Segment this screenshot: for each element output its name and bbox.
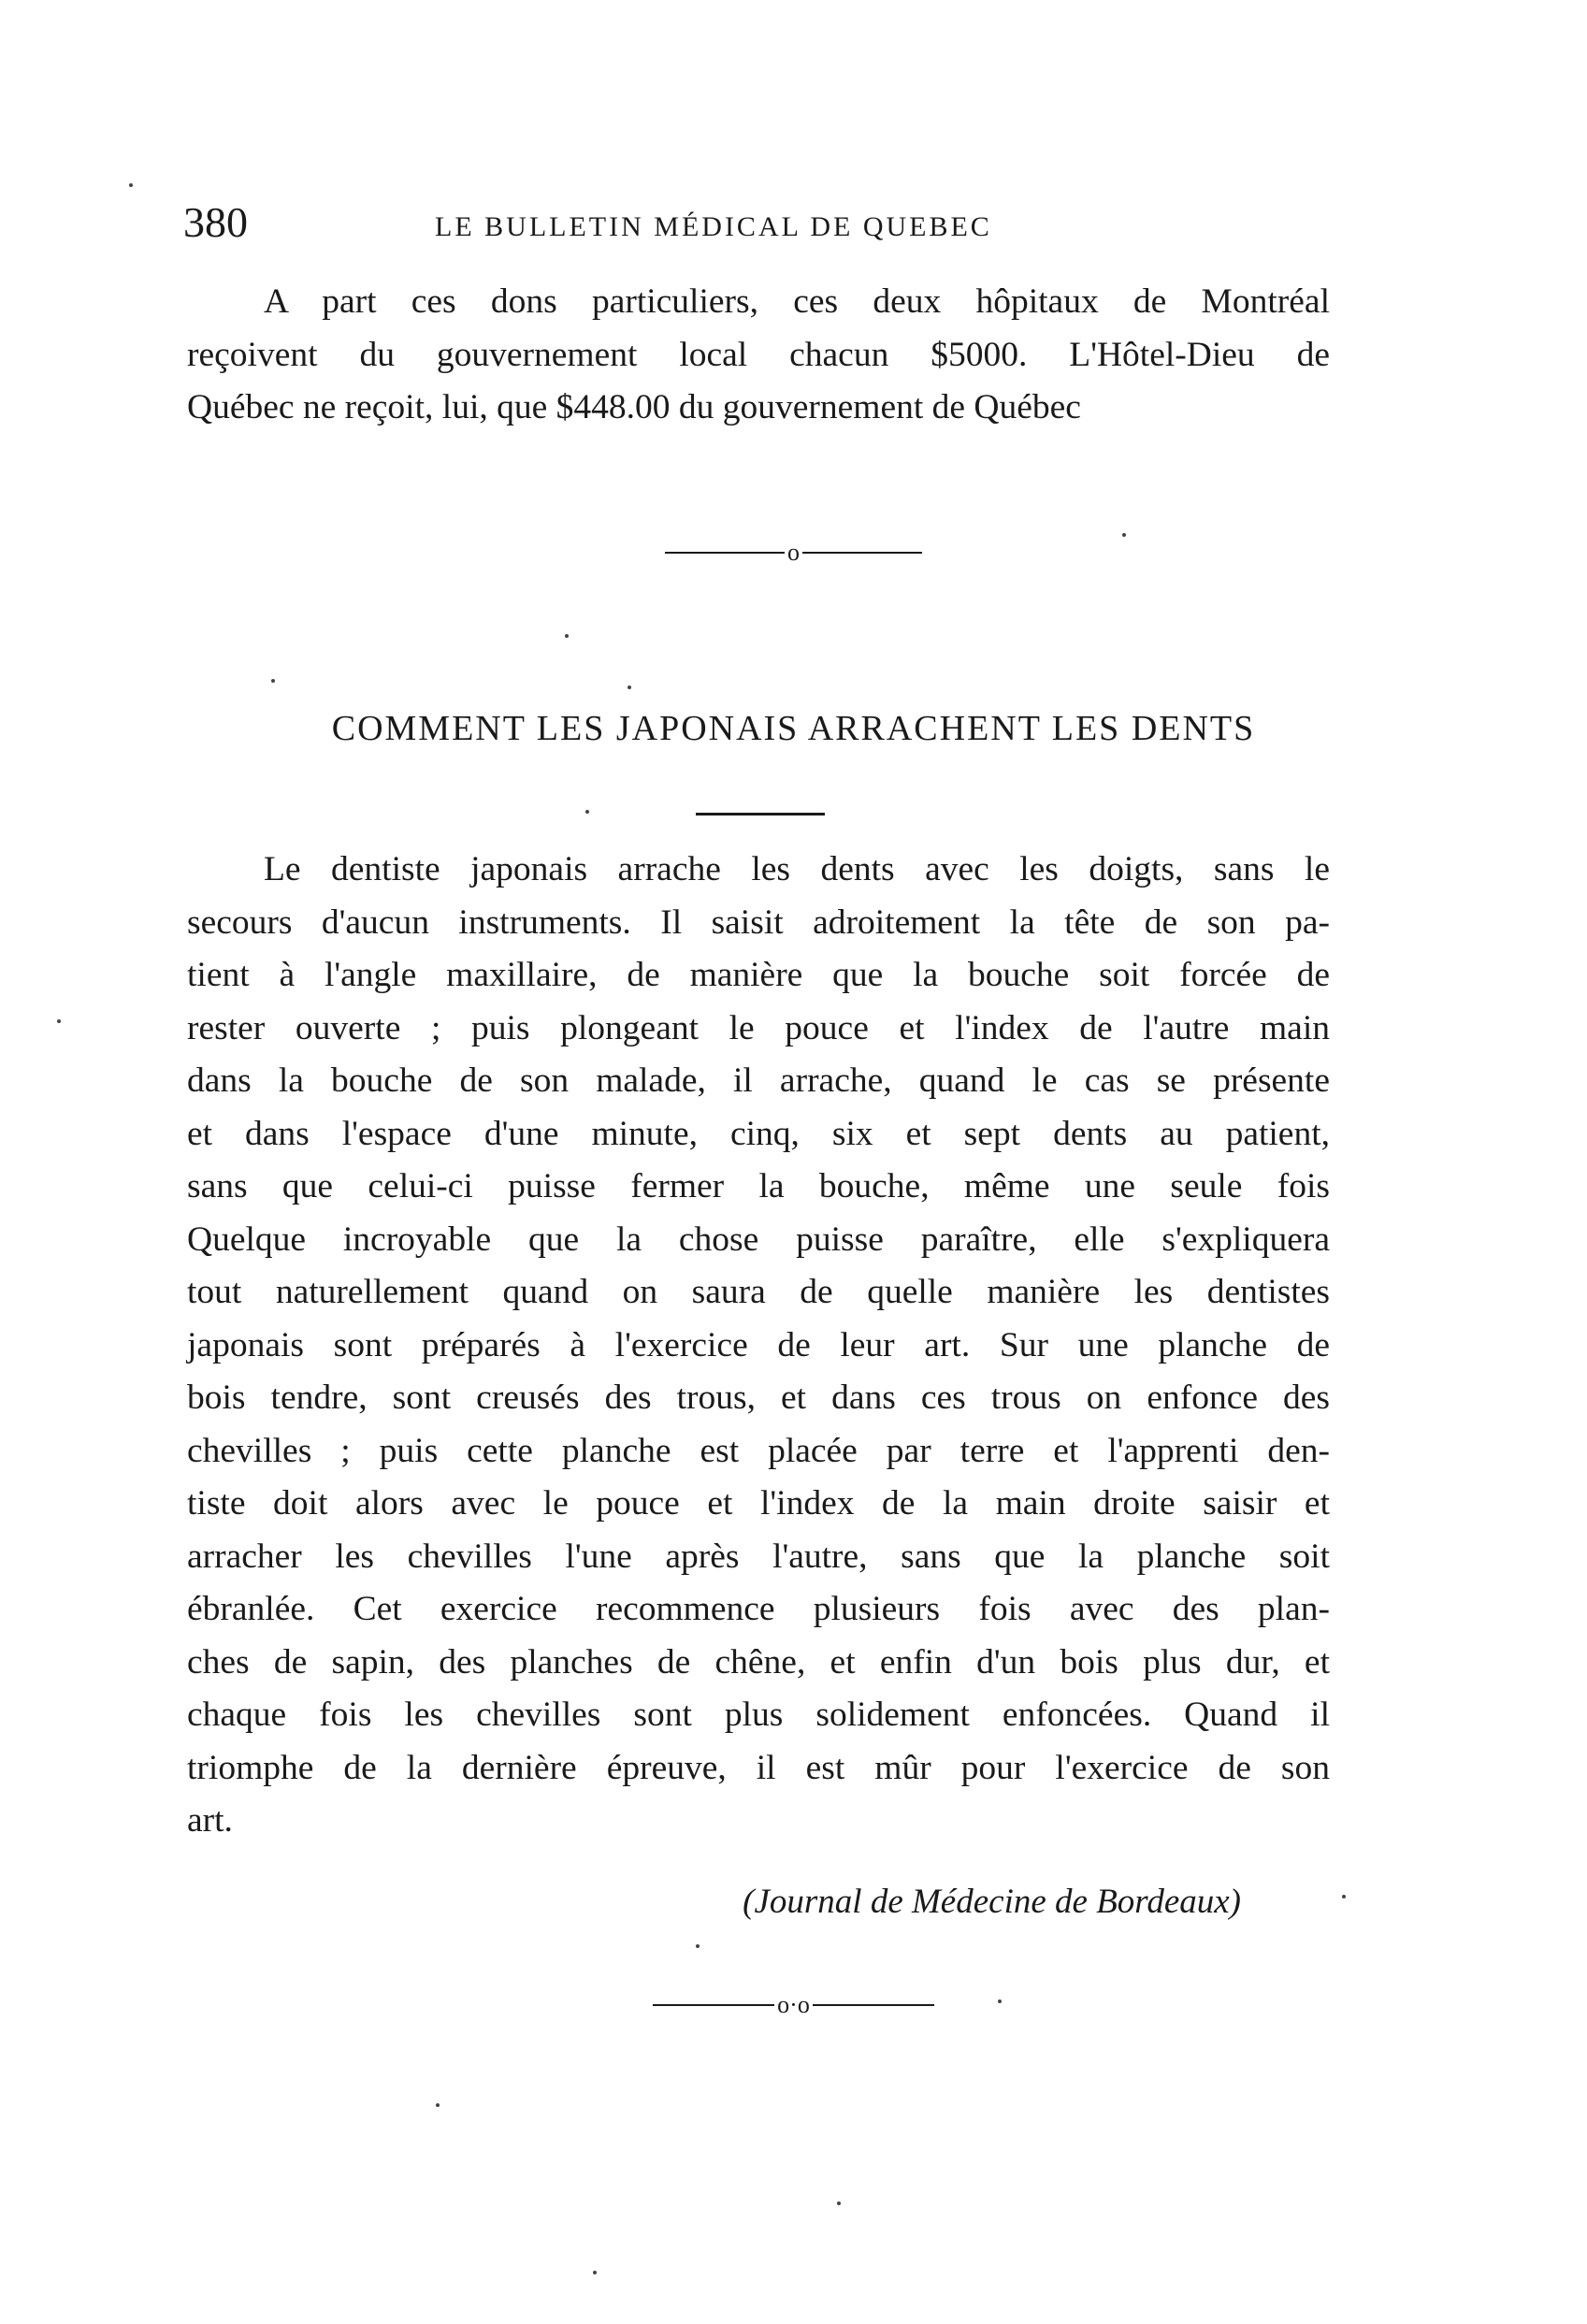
body-line: arracher les chevilles l'une après l'autre, sans que la planche soit	[187, 1537, 1330, 1576]
body-line: chevilles ; puis cette planche est placée par terre et l'apprenti den-	[187, 1431, 1330, 1470]
body-line: tiste doit alors avec le pouce et l'index de la main droite saisir et	[187, 1484, 1330, 1523]
body-line: Le dentiste japonais arrache les dents avec les doigts, sans le	[264, 850, 1330, 888]
scan-speck	[837, 2201, 841, 2205]
separator-ornament: o	[787, 539, 800, 566]
end-separator	[0, 1993, 1587, 2017]
intro-line: reçoivent du gouvernement local chacun $5000. L'Hôtel-Dieu de	[187, 335, 1330, 374]
body-line: bois tendre, sont creusés des trous, et dans ces trous on enfonce des	[187, 1379, 1330, 1417]
body-line: et dans l'espace d'une minute, cinq, six et sept dents au patient,	[187, 1114, 1330, 1153]
scan-speck	[271, 679, 275, 683]
separator-rule	[802, 552, 922, 554]
scan-speck	[436, 2103, 440, 2107]
body-line: chaque fois les chevilles sont plus solidement enfoncées. Quand il	[187, 1696, 1330, 1734]
title-underline-rule	[696, 813, 825, 816]
scan-speck	[628, 686, 631, 689]
separator-rule	[813, 2004, 934, 2006]
scan-speck	[1342, 1895, 1346, 1898]
body-line: dans la bouche de son malade, il arrache, quand le cas se présente	[187, 1061, 1330, 1100]
body-line: tient à l'angle maxillaire, de manière que la bouche soit forcée de	[187, 956, 1330, 994]
separator-rule	[665, 552, 785, 554]
scan-speck	[57, 1019, 61, 1023]
scan-speck	[565, 634, 569, 638]
article-body	[187, 844, 1330, 1848]
body-line: ches de sapin, des planches de chêne, et enfin d'un bois plus dur, et	[187, 1642, 1330, 1682]
scan-speck	[593, 2271, 597, 2274]
body-line: japonais sont préparés à l'exercice de leur art. Sur une planche de	[187, 1325, 1330, 1364]
scan-speck	[129, 183, 133, 187]
body-line: tout naturellement quand on saura de quelle manière les dentistes	[187, 1273, 1330, 1311]
body-line: triomphe de la dernière épreuve, il est mûr pour l'exercice de son	[187, 1748, 1330, 1787]
body-line: rester ouverte ; puis plongeant le pouce et l'index de l'autre main	[187, 1008, 1330, 1047]
page-number: 380	[183, 198, 248, 246]
separator-ornament: o·o	[777, 1991, 810, 2018]
article-title: COMMENT LES JAPONAIS ARRACHENT LES DENTS	[331, 709, 1256, 748]
section-separator	[0, 541, 1587, 565]
body-line: secours d'aucun instruments. Il saisit adroitement la tête de son pa-	[187, 902, 1330, 942]
scan-speck	[1122, 533, 1126, 537]
separator-rule	[653, 2004, 774, 2006]
body-line: Quelque incroyable que la chose puisse paraître, elle s'expliquera	[187, 1220, 1330, 1259]
scan-speck	[585, 810, 589, 814]
scan-speck	[998, 1999, 1002, 2003]
scan-speck	[696, 1944, 700, 1948]
intro-paragraph	[187, 276, 1330, 435]
body-line: ébranlée. Cet exercice recommence plusieurs fois avec des plan-	[187, 1590, 1330, 1628]
intro-line: A part ces dons particuliers, ces deux hôpitaux de Montréal	[264, 282, 1330, 321]
source-citation: (Journal de Médecine de Bordeaux)	[743, 1883, 1241, 1921]
body-line: art.	[187, 1801, 233, 1840]
body-line: sans que celui-ci puisse fermer la bouche, même une seule fois	[187, 1167, 1330, 1205]
running-title: LE BULLETIN MÉDICAL DE QUEBEC	[435, 211, 992, 242]
intro-line: Québec ne reçoit, lui, que $448.00 du gouvernement de Québec	[187, 388, 1081, 426]
